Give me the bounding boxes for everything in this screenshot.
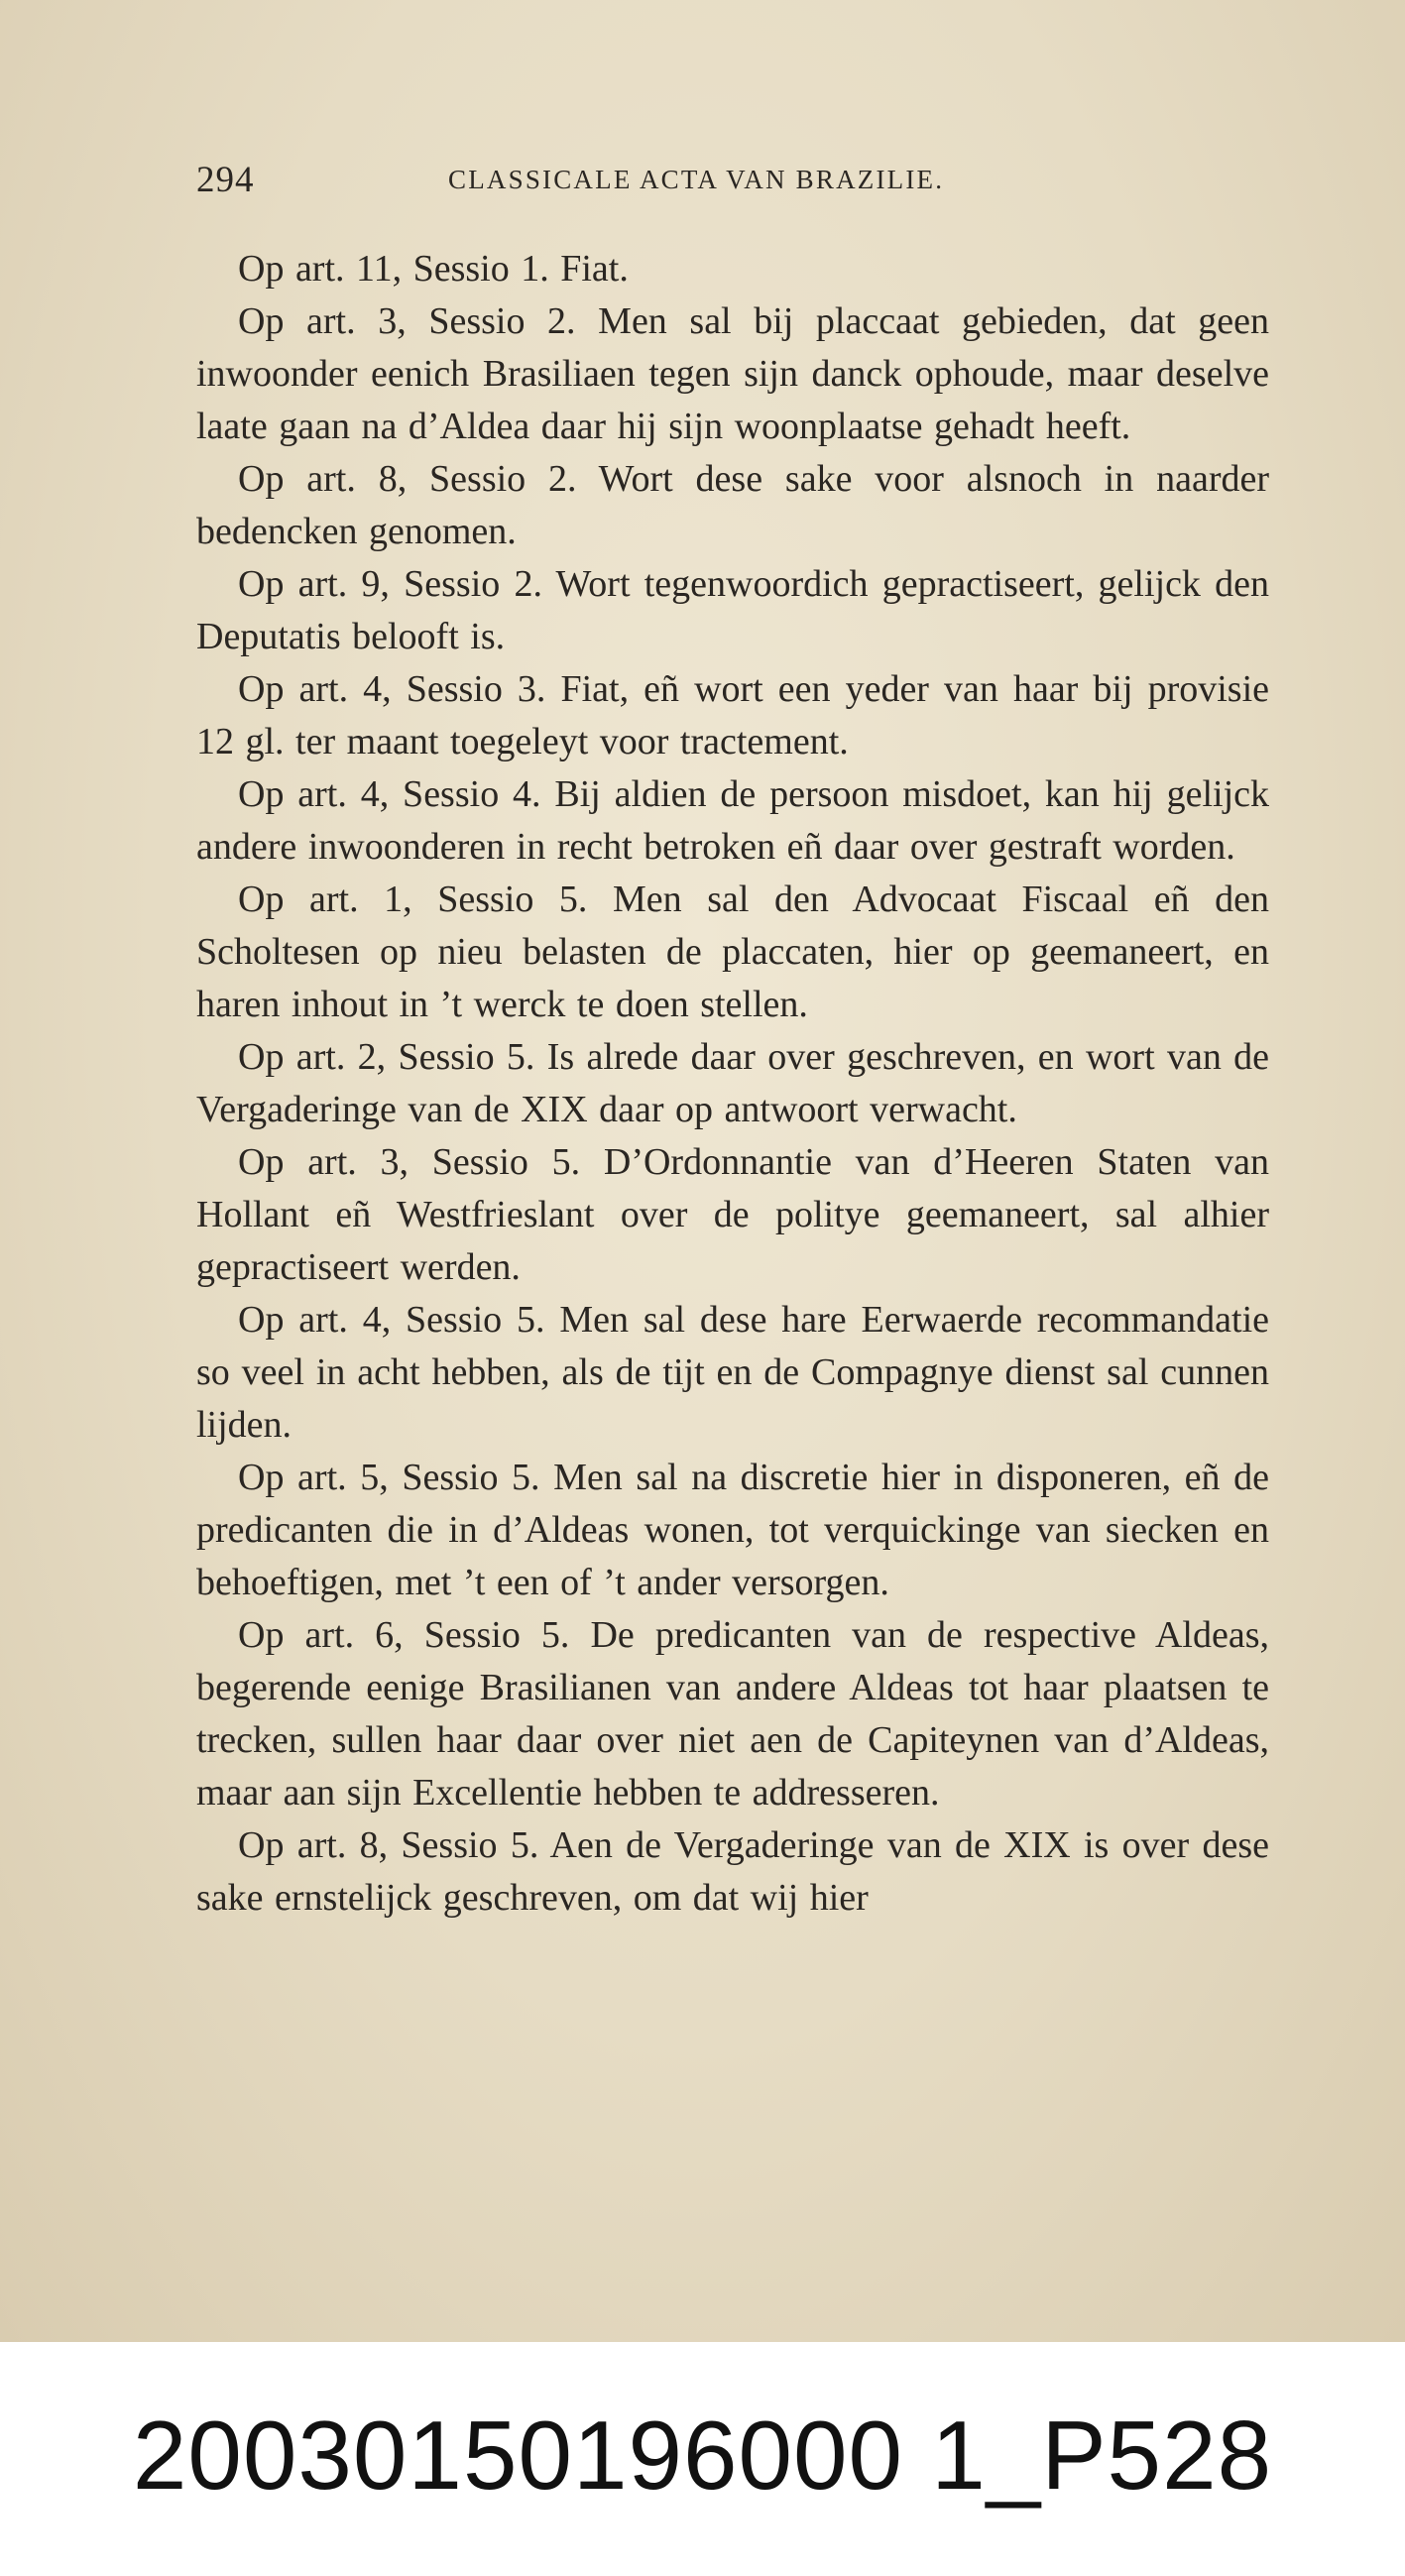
body-text [196, 243, 1269, 1925]
paragraph-art-4-sessio-3: Op art. 4, Sessio 3. Fiat, eñ wort een yeder van haar bij provisie 12 gl. ter maant toegeleyt voor tractement. [196, 668, 1269, 762]
paragraph-art-9-sessio-2: Op art. 9, Sessio 2. Wort tegenwoordich gepractiseert, gelijck den Deputatis belooft is. [196, 563, 1269, 657]
page-number: 294 [196, 160, 255, 200]
running-title: CLASSICALE ACTA VAN BRAZILIE. [448, 165, 945, 194]
paragraph-art-2-sessio-5: Op art. 2, Sessio 5. Is alrede daar over geschreven, en wort van de Vergaderinge van de XIX daar op antwoort verwacht. [196, 1036, 1269, 1130]
paragraph-art-4-sessio-4: Op art. 4, Sessio 4. Bij aldien de persoon misdoet, kan hij gelijck andere inwoonderen in recht betroken eñ daar over gestraft worden. [196, 773, 1269, 868]
scan-identifier: 20030150196000 1_P528 [132, 2400, 1273, 2510]
paragraph-art-1-sessio-5: Op art. 1, Sessio 5. Men sal den Advocaat Fiscaal eñ den Scholtesen op nieu belasten de placcaten, hier op geemaneert, en haren inhout in ’t werck te doen stellen. [196, 878, 1269, 1025]
paragraph-art-3-sessio-5: Op art. 3, Sessio 5. D’Ordonnantie van d’Heeren Staten van Hollant eñ Westfrieslant over de politye geemaneert, sal alhier gepractiseert werden. [196, 1141, 1269, 1288]
paragraph-art-8-sessio-2: Op art. 8, Sessio 2. Wort dese sake voor alsnoch in naarder bedencken genomen. [196, 458, 1269, 552]
paragraph-art-8-sessio-5: Op art. 8, Sessio 5. Aen de Vergaderinge van de XIX is over dese sake ernstelijck geschreven, om dat wij hier [196, 1824, 1269, 1919]
paragraph-art-5-sessio-5: Op art. 5, Sessio 5. Men sal na discretie hier in disponeren, eñ de predicanten die in d’Aldeas wonen, tot verquickinge van siecken en behoeftigen, met ’t een of ’t ander versorgen. [196, 1457, 1269, 1603]
footer-band [0, 2342, 1405, 2576]
paragraph-art-6-sessio-5: Op art. 6, Sessio 5. De predicanten van de respective Aldeas, begerende eenige Brasilianen van andere Aldeas tot haar plaatsen te trecken, sullen haar daar over niet aen de Capiteynen van d’Aldeas, maar aan sijn Excellentie hebben te addresseren. [196, 1614, 1269, 1814]
paragraph-art-3-sessio-2: Op art. 3, Sessio 2. Men sal bij placcaat gebieden, dat geen inwoonder eenich Brasiliaen tegen sijn danck ophoude, maar deselve laate gaan na d’Aldea daar hij sijn woonplaatse gehadt heeft. [196, 300, 1269, 447]
paragraph-art-11-sessio-1: Op art. 11, Sessio 1. Fiat. [238, 248, 629, 290]
paragraph-art-4-sessio-5: Op art. 4, Sessio 5. Men sal dese hare Eerwaerde recommandatie so veel in acht hebben, als de tijt en de Compagnye dienst sal cunnen lijden. [196, 1299, 1269, 1446]
running-head [196, 159, 1267, 208]
